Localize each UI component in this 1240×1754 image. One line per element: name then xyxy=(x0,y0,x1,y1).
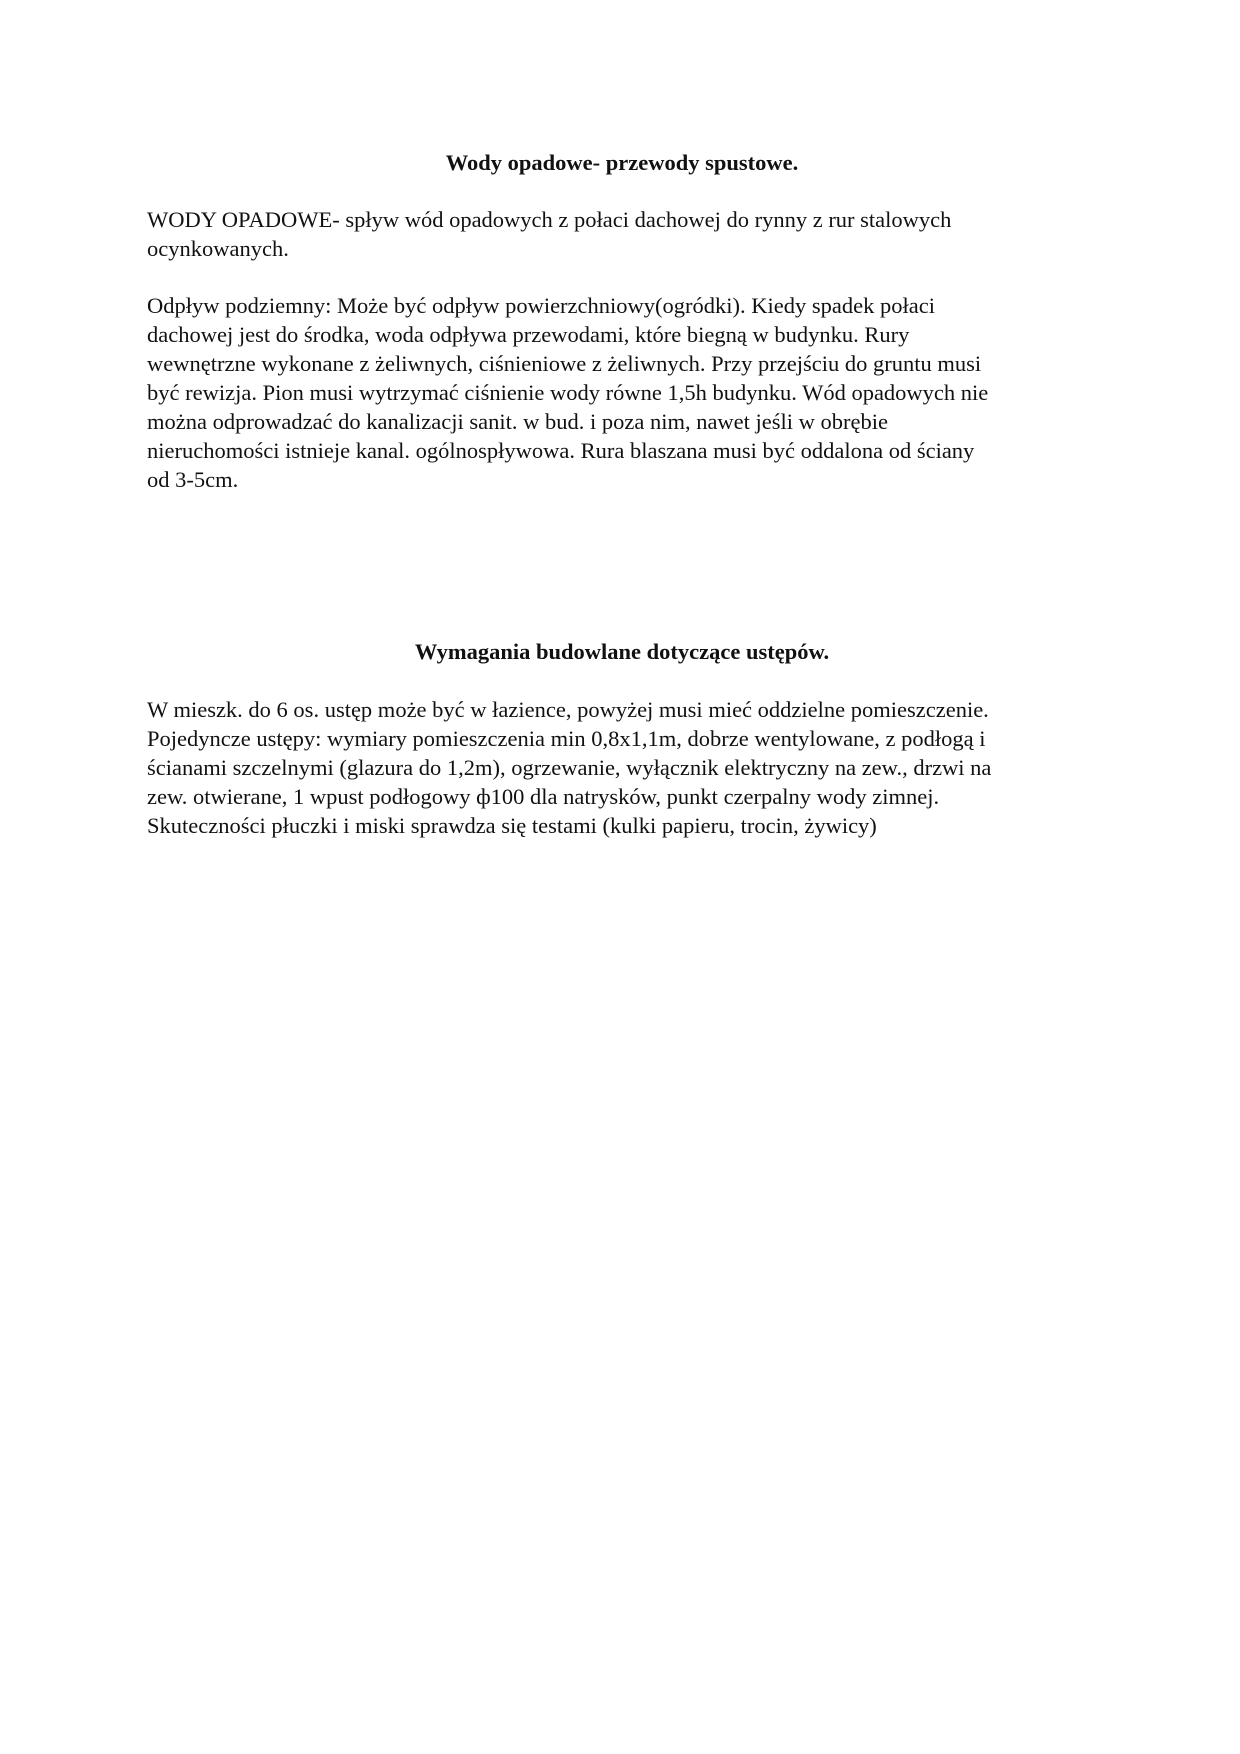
paragraph-line: zew. otwierane, 1 wpust podłogowy ф100 dla natrysków, punkt czerpalny wody zimnej. xyxy=(147,784,940,809)
paragraph-line: można odprowadzać do kanalizacji sanit. w bud. i poza nim, nawet jeśli w obrębie xyxy=(147,409,889,434)
section-heading-2-block xyxy=(147,637,1097,666)
paragraph-line: nieruchomości istnieje kanal. ogólnospływowa. Rura blaszana musi być oddalona od ściany xyxy=(147,438,975,463)
paragraph-line: Odpływ podziemny: Może być odpływ powierzchniowy(ogródki). Kiedy spadek połaci xyxy=(147,293,935,318)
paragraph-wymagania-ustepow xyxy=(147,695,1097,840)
section-heading-1-block xyxy=(147,148,1097,177)
paragraph-line: Pojedyncze ustępy: wymiary pomieszczenia min 0,8x1,1m, dobrze wentylowane, z podłogą i xyxy=(147,726,986,751)
paragraph-line: Skuteczności płuczki i miski sprawdza się testami (kulki papieru, trocin, żywicy) xyxy=(147,813,877,838)
paragraph-line: od 3-5cm. xyxy=(147,467,239,492)
paragraph-wody-opadowe xyxy=(147,205,1097,263)
section-heading-wymagania-budowlane: Wymagania budowlane dotyczące ustępów. xyxy=(414,639,830,664)
paragraph-line: ocynkowanych. xyxy=(147,236,289,261)
section-heading-wody-opadowe: Wody opadowe- przewody spustowe. xyxy=(445,150,799,175)
paragraph-line: wewnętrzne wykonane z żeliwnych, ciśnieniowe z żeliwnych. Przy przejściu do gruntu musi xyxy=(147,351,982,376)
paragraph-line: być rewizja. Pion musi wytrzymać ciśnienie wody równe 1,5h budynku. Wód opadowych nie xyxy=(147,380,989,405)
paragraph-line: WODY OPADOWE- spływ wód opadowych z połaci dachowej do rynny z rur stalowych xyxy=(147,207,952,232)
paragraph-line: dachowej jest do środka, woda odpływa przewodami, które biegną w budynku. Rury xyxy=(147,322,910,347)
paragraph-line: W mieszk. do 6 os. ustęp może być w łazience, powyżej musi mieć oddzielne pomieszczenie. xyxy=(147,697,989,722)
paragraph-line: ścianami szczelnymi (glazura do 1,2m), ogrzewanie, wyłącznik elektryczny na zew., drzwi na xyxy=(147,755,992,780)
paragraph-odplyw-podziemny xyxy=(147,291,1097,494)
